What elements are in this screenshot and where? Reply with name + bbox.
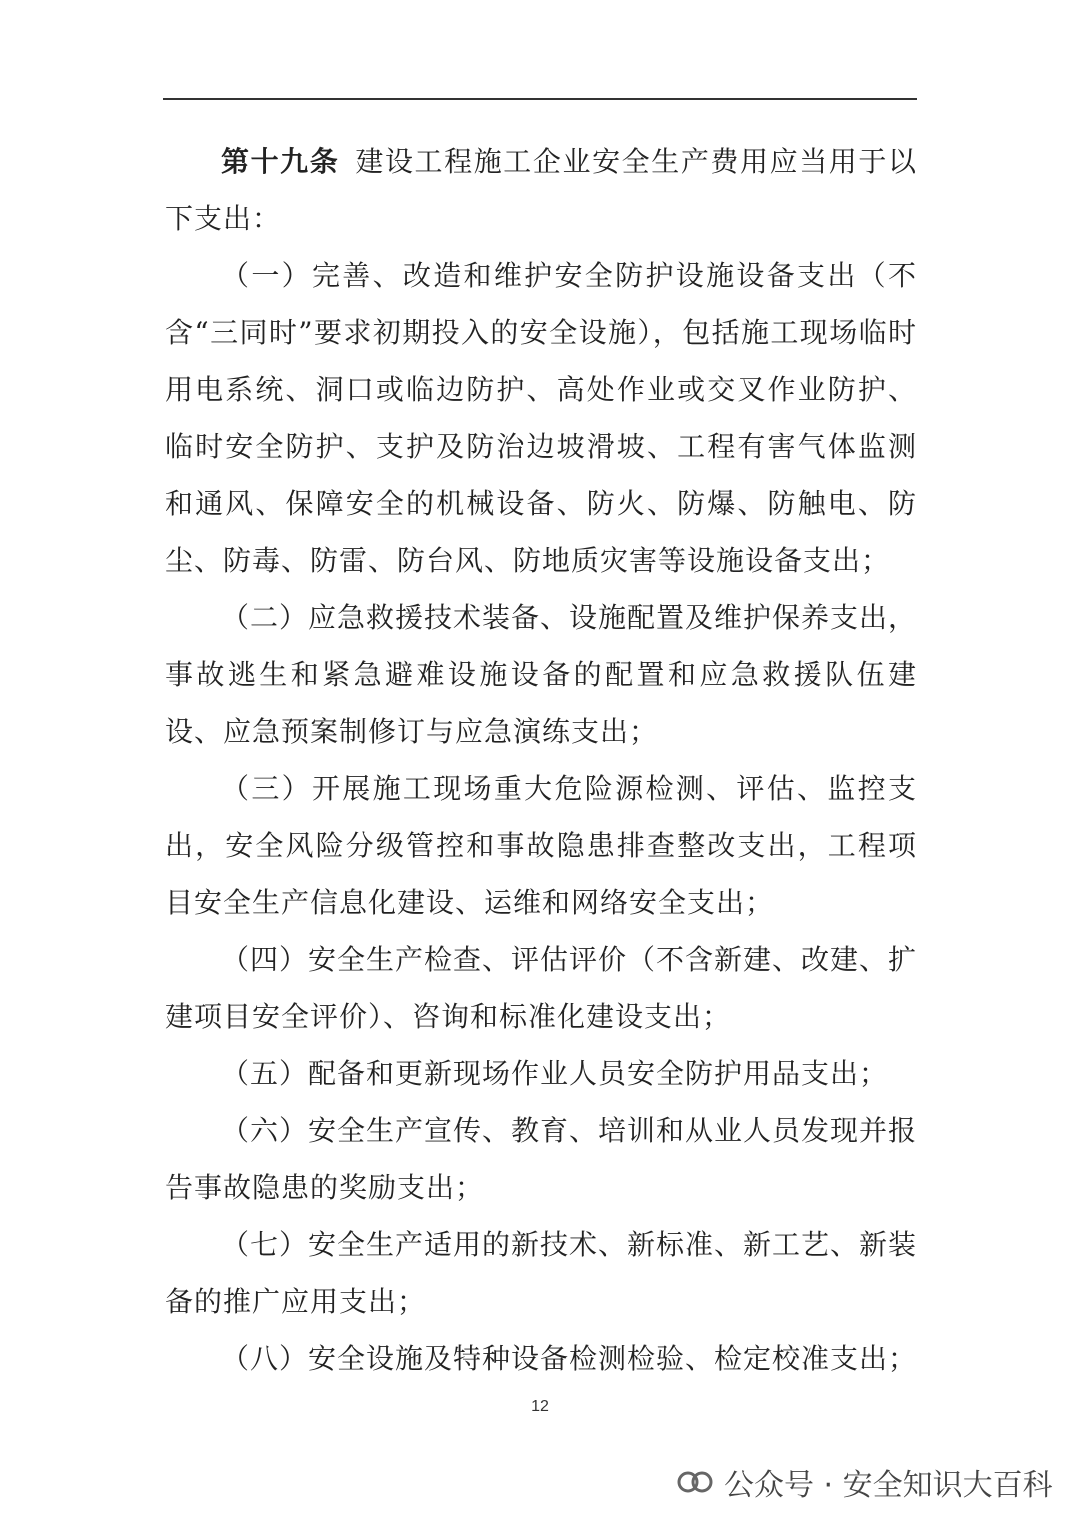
list-item: （四）安全生产检查、评估评价（不含新建、改建、扩建项目安全评价）、咨询和标准化建设支出； — [165, 943, 918, 1033]
article-title: 第十九条 — [221, 145, 340, 178]
watermark — [676, 1459, 1053, 1505]
wechat-official-account-icon — [676, 1466, 714, 1498]
document-body — [165, 133, 917, 1387]
header-rule — [163, 98, 917, 100]
list-item: （六）安全生产宣传、教育、培训和从业人员发现并报告事故隐患的奖励支出； — [165, 1114, 918, 1204]
list-item: （五）配备和更新现场作业人员安全防护用品支出； — [221, 1057, 889, 1090]
list-item: （七）安全生产适用的新技术、新标准、新工艺、新装备的推广应用支出； — [165, 1228, 918, 1318]
list-item: （三）开展施工现场重大危险源检测、评估、监控支出，安全风险分级管控和事故隐患排查整改支出，工程项目安全生产信息化建设、运维和网络安全支出； — [165, 772, 917, 919]
watermark-text: 公众号 · 安全知识大百科 — [724, 1468, 1053, 1503]
page-number: 12 — [531, 1398, 549, 1415]
list-item: （八）安全设施及特种设备检测检验、检定校准支出； — [221, 1342, 918, 1375]
list-item: （二）应急救援技术装备、设施配置及维护保养支出，事故逃生和紧急避难设施设备的配置和应急救援队伍建设、应急预案制修订与应急演练支出； — [165, 601, 918, 748]
article-paragraph — [165, 133, 917, 247]
article-intro: 建设工程施工企业安全生产费用应当用于以下支出： — [165, 145, 917, 235]
list-item: （一）完善、改造和维护安全防护设施设备支出（不含“三同时”要求初期投入的安全设施），包括施工现场临时用电系统、洞口或临边防护、高处作业或交叉作业防护、临时安全防护、支护及防治边坡滑坡、工程有害气体监测和通风、保障安全的机械设备、防火、防爆、防触电、防尘、防毒、防雷、防台风、防地质灾害等设施设备支出； — [165, 259, 917, 577]
